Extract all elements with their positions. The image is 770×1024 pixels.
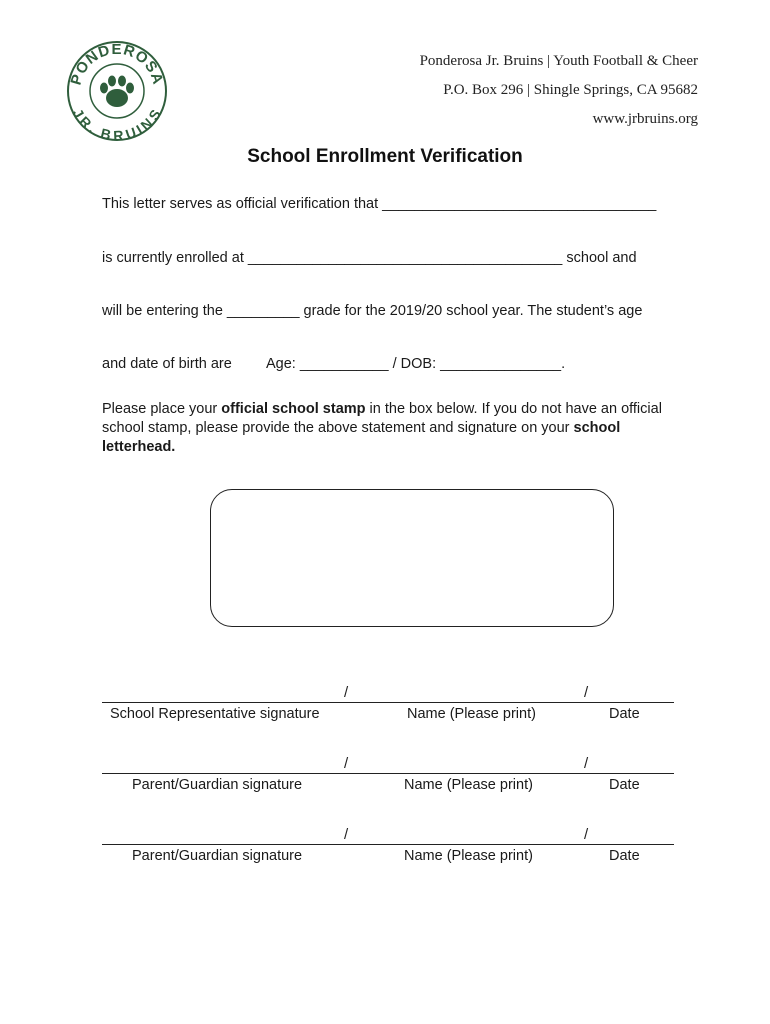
school-stamp-box[interactable] (210, 489, 614, 627)
name-label: Name (Please print) (404, 848, 533, 864)
emphasis-official-stamp: official school stamp (221, 401, 366, 417)
verification-line-grade: will be entering the _________ grade for the 2019/20 school year. The student’s age (102, 303, 643, 319)
page-title: School Enrollment Verification (247, 146, 523, 167)
signature-line[interactable] (102, 844, 674, 845)
verification-line-school: is currently enrolled at _______________________________________ school and (102, 250, 637, 266)
field-separator: / (584, 684, 589, 701)
field-separator: / (584, 826, 589, 843)
signature-row-school-rep[interactable] (102, 684, 674, 729)
signature-row-parent-1[interactable] (102, 755, 674, 800)
verification-line-age-dob: Age: ___________ / DOB: _______________. (266, 356, 566, 372)
date-label: Date (609, 848, 640, 864)
verification-line-student: This letter serves as official verification that __________________________________ (102, 196, 657, 212)
emphasis-letterhead: school letterhead. (102, 420, 621, 455)
logo-top-text: PONDEROSA (67, 41, 167, 87)
website-link[interactable]: www.jrbruins.org (592, 111, 698, 127)
address-line: P.O. Box 296 | Shingle Springs, CA 95682 (443, 82, 698, 98)
paw-print-icon (100, 76, 134, 108)
name-label: Name (Please print) (407, 706, 536, 722)
name-label: Name (Please print) (404, 777, 533, 793)
logo-bottom-text: JR. BRUINS (69, 105, 165, 142)
stamp-instructions: Please place your official school stamp in the box below. If you do not have an official school stamp, please provide the above statement and signature on your school letterhead. (102, 401, 662, 455)
signature-label: School Representative signature (110, 706, 320, 722)
signature-label: Parent/Guardian signature (132, 848, 303, 864)
signature-line[interactable] (102, 702, 674, 703)
ponderosa-jr-bruins-logo (66, 40, 168, 142)
signature-label: Parent/Guardian signature (132, 777, 303, 793)
field-separator: / (344, 826, 349, 843)
date-label: Date (609, 706, 640, 722)
date-label: Date (609, 777, 640, 793)
field-separator: / (344, 684, 349, 701)
verification-line-age-prefix: and date of birth are (102, 356, 232, 372)
signature-row-parent-2[interactable] (102, 826, 674, 871)
field-separator: / (344, 755, 349, 772)
signature-line[interactable] (102, 773, 674, 774)
field-separator: / (584, 755, 589, 772)
org-line: Ponderosa Jr. Bruins | Youth Football & Cheer (419, 53, 698, 69)
